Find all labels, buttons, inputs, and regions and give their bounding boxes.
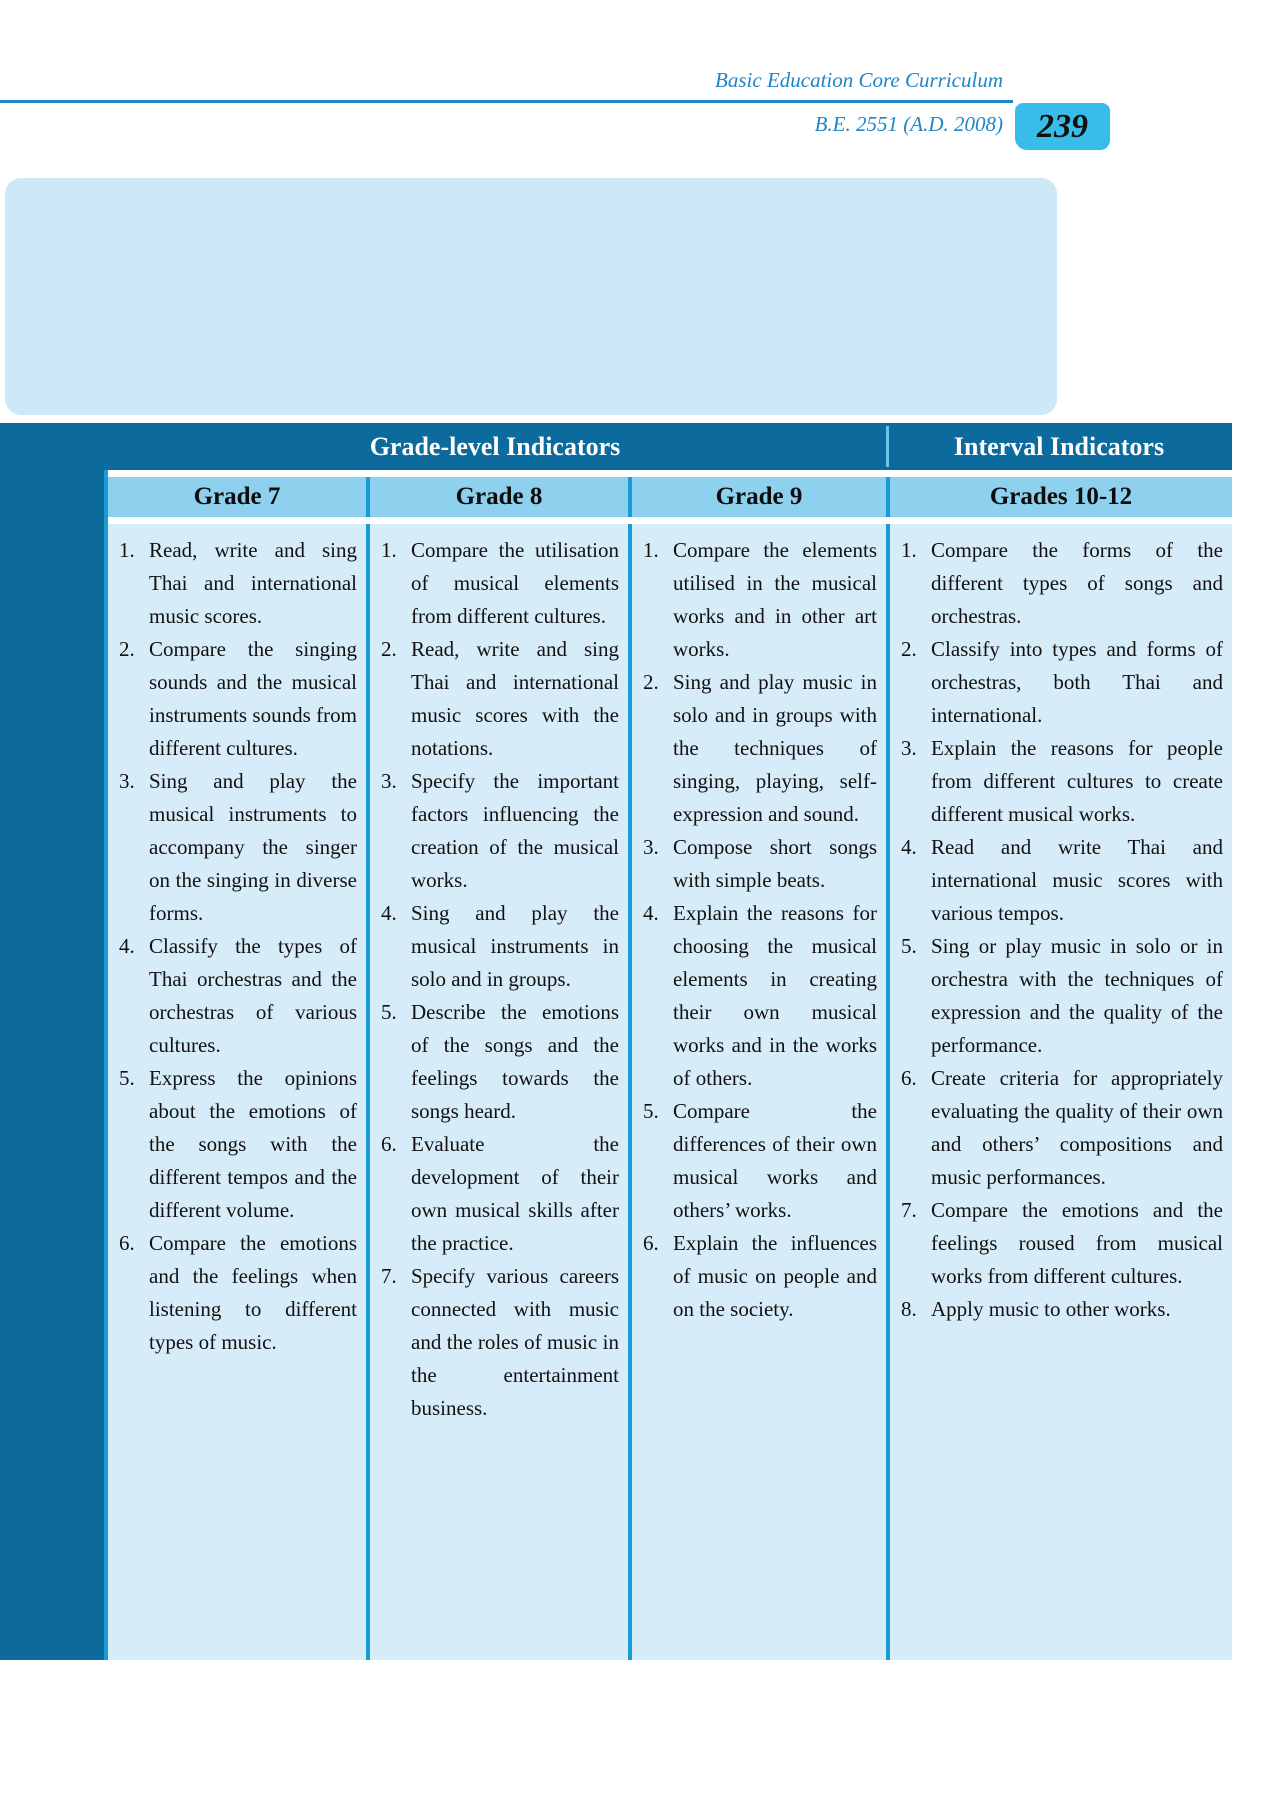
indicator-text: Compare the emotions and the feelings when listening to different types of music. — [149, 1231, 357, 1354]
row-gap — [108, 470, 1232, 477]
indicator-item — [119, 1227, 357, 1359]
indicator-text: Compare the elements utilised in the musical works and in other art works. — [673, 538, 877, 661]
indicator-item — [901, 633, 1223, 732]
indicator-item — [381, 765, 619, 897]
indicator-text: Sing or play music in solo or in orchestra with the techniques of expression and the quality of the performance. — [931, 934, 1223, 1057]
indicator-number: 2. — [643, 670, 659, 694]
indicator-text: Explain the influences of music on people and on the society. — [673, 1231, 877, 1321]
grades10-12-indicator-list — [890, 524, 1232, 1660]
interval-indicators-header: Interval Indicators — [953, 431, 1165, 461]
table-left-band — [0, 470, 104, 1660]
indicator-text: Sing and play music in solo and in groups with the techniques of singing, playing, self-expression and sound. — [673, 670, 877, 826]
indicator-number: 5. — [643, 1099, 659, 1123]
indicator-number: 3. — [643, 835, 659, 859]
indicator-number: 1. — [119, 538, 135, 562]
indicator-number: 2. — [901, 637, 917, 661]
indicator-text: Read, write and sing Thai and international music scores. — [149, 538, 357, 628]
grade7-column-header: Grade 7 — [108, 477, 366, 517]
grade9-indicator-list — [632, 524, 886, 1660]
indicator-item — [901, 1293, 1223, 1326]
indicator-number: 6. — [119, 1231, 135, 1255]
indicator-item — [901, 534, 1223, 633]
page-number-box — [1015, 103, 1110, 150]
indicator-item — [643, 1227, 877, 1326]
indicator-item — [381, 1128, 619, 1260]
indicator-number: 3. — [119, 769, 135, 793]
grades10-12-column-header: Grades 10-12 — [890, 477, 1232, 517]
indicator-number: 1. — [643, 538, 659, 562]
header-rule — [0, 100, 1013, 103]
indicator-item — [119, 1062, 357, 1227]
indicator-text: Create criteria for appropriately evaluating the quality of their own and others’ compositions and music performances. — [931, 1066, 1223, 1189]
indicator-text: Describe the emotions of the songs and the feelings towards the songs heard. — [411, 1000, 619, 1123]
indicator-text: Sing and play the musical instruments in solo and in groups. — [411, 901, 619, 991]
indicator-text: Evaluate the development of their own musical skills after the practice. — [411, 1132, 619, 1255]
indicator-number: 4. — [381, 901, 397, 925]
grade7-indicator-list — [108, 524, 366, 1660]
indicator-item — [381, 897, 619, 996]
grade9-column-header: Grade 9 — [632, 477, 886, 517]
header-title: Basic Education Core Curriculum — [715, 68, 1003, 92]
indicator-text: Classify into types and forms of orchestras, both Thai and international. — [931, 637, 1223, 727]
indicator-item — [901, 1194, 1223, 1293]
indicator-text: Compare the differences of their own musical works and others’ works. — [673, 1099, 877, 1222]
indicator-item — [119, 534, 357, 633]
indicator-text: Compose short songs with simple beats. — [673, 835, 877, 892]
indicator-number: 1. — [901, 538, 917, 562]
indicator-number: 6. — [381, 1132, 397, 1156]
indicator-text: Apply music to other works. — [931, 1297, 1171, 1321]
indicator-item — [643, 897, 877, 1095]
indicator-item — [119, 765, 357, 930]
indicator-number: 5. — [119, 1066, 135, 1090]
indicator-text: Classify the types of Thai orchestras and the orchestras of various cultures. — [149, 934, 357, 1057]
indicator-text: Compare the utilisation of musical elements from different cultures. — [411, 538, 619, 628]
indicator-text: Compare the forms of the different types of songs and orchestras. — [931, 538, 1223, 628]
indicator-text: Express the opinions about the emotions of the songs with the different tempos and the different volume. — [149, 1066, 357, 1222]
indicator-item — [901, 831, 1223, 930]
page-number: 239 — [1037, 107, 1088, 145]
indicator-item — [381, 996, 619, 1128]
indicator-text: Specify various careers connected with music and the roles of music in the entertainment business. — [411, 1264, 619, 1420]
indicator-number: 7. — [901, 1198, 917, 1222]
indicator-text: Read, write and sing Thai and international music scores with the notations. — [411, 637, 619, 760]
indicator-item — [643, 534, 877, 666]
indicator-number: 5. — [381, 1000, 397, 1024]
indicator-number: 4. — [643, 901, 659, 925]
indicator-item — [643, 666, 877, 831]
indicator-item — [901, 930, 1223, 1062]
indicator-number: 3. — [381, 769, 397, 793]
indicator-item — [119, 633, 357, 765]
indicator-number: 6. — [901, 1066, 917, 1090]
indicator-text: Explain the reasons for choosing the musical elements in creating their own musical works and in the works of others. — [673, 901, 877, 1090]
indicator-text: Explain the reasons for people from different cultures to create different musical works. — [931, 736, 1223, 826]
grade-level-indicators-header: Grade-level Indicators — [369, 431, 621, 461]
indicator-item — [643, 831, 877, 897]
header-subtitle: B.E. 2551 (A.D. 2008) — [814, 112, 1003, 136]
indicator-text: Compare the singing sounds and the musical instruments sounds from different cultures. — [149, 637, 357, 760]
indicator-number: 1. — [381, 538, 397, 562]
indicator-item — [643, 1095, 877, 1227]
grade8-indicator-list — [370, 524, 628, 1660]
decorative-panel — [5, 178, 1057, 415]
indicator-number: 4. — [901, 835, 917, 859]
indicator-number: 5. — [901, 934, 917, 958]
indicator-number: 2. — [119, 637, 135, 661]
indicator-number: 8. — [901, 1297, 917, 1321]
indicator-text: Specify the important factors influencing the creation of the musical works. — [411, 769, 619, 892]
indicator-number: 2. — [381, 637, 397, 661]
indicator-item — [901, 1062, 1223, 1194]
indicator-text: Read and write Thai and international music scores with various tempos. — [931, 835, 1223, 925]
indicator-item — [381, 534, 619, 633]
indicator-number: 6. — [643, 1231, 659, 1255]
indicator-text: Sing and play the musical instruments to accompany the singer on the singing in diverse forms. — [149, 769, 357, 925]
indicator-item — [381, 633, 619, 765]
indicator-number: 3. — [901, 736, 917, 760]
header-bar-divider — [886, 426, 889, 467]
grade8-column-header: Grade 8 — [370, 477, 628, 517]
indicator-item — [381, 1260, 619, 1425]
indicator-item — [119, 930, 357, 1062]
indicator-item — [901, 732, 1223, 831]
indicator-number: 7. — [381, 1264, 397, 1288]
row-gap — [108, 517, 1232, 524]
indicator-text: Compare the emotions and the feelings roused from musical works from different cultures. — [931, 1198, 1223, 1288]
indicator-number: 4. — [119, 934, 135, 958]
